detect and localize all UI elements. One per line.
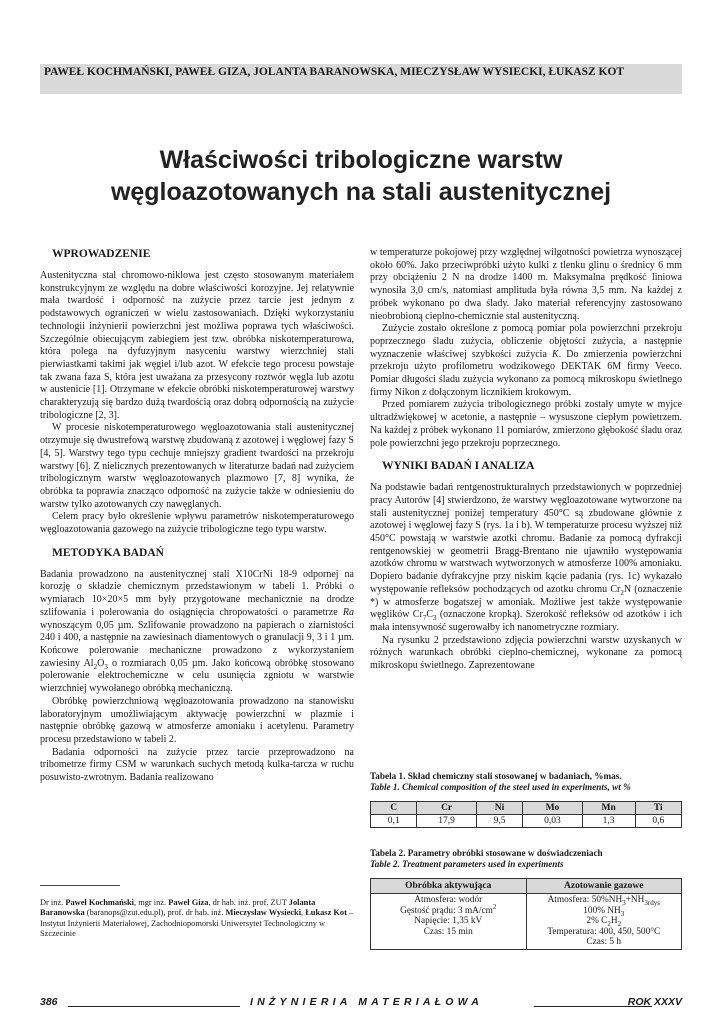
table1-header: Cr [417, 802, 476, 815]
journal-name: INŻYNIERIA MATERIAŁOWA [250, 996, 483, 1008]
table2-value-row [371, 894, 682, 950]
page-number: 386 [40, 996, 58, 1008]
table2-caption-en: Table 2. Treatment parameters used in experiments [370, 859, 564, 869]
table2-activation-cell: Atmosfera: wodór Gęstość prądu: 3 $mA/cm^2$ Napięcie: 1,35 kV Czas: 15 min [371, 894, 527, 950]
table1-cell: 0,03 [523, 815, 582, 828]
table2-caption-pl: Tabela 2. Parametry obróbki stosowane w doświadczeniach [370, 848, 603, 858]
volume-label: ROK XXXV [627, 996, 682, 1008]
heading-results: WYNIKI BADAŃ I ANALIZA [382, 460, 535, 473]
page-footer [40, 996, 682, 1010]
results-paragraph-2: Na rysunku 2 przedstawiono zdjęcia powierzchni warstw uzyskanych w różnych warunkach obróbki cieplno-chemicznej, wykonane za pomocą mikroskopu świetlnego. Zaprezentowane [370, 634, 682, 672]
left-column [40, 247, 354, 785]
table1-cell: 17,9 [417, 815, 476, 828]
table1-header: Ti [635, 802, 681, 815]
intro-paragraph-1: Austenityczna stal chromowo-niklowa jest często stosowanym materiałem konstrukcyjnym ze względu na dobre właściwości korozyjne. Jej relatywnie mała twardość i odporność na zużycie przez tarcie jest jednym z podstawowych ograniczeń w wielu zastosowaniach. Dzięki wykorzystaniu technologii inżynierii powierzchni jest możliwa poprawa tych właściwości. Szczególnie obiecującym zabiegiem jest tzw. obróbka niskotemperaturowa, która polega na dyfuzyjnym nasyceniu warstwy wierzchniej stali pierwiastkami takimi jak węgiel i/lub azot. W efekcie tego procesu powstaje tak zwana faza S, która jest uważana za przesycony roztwór węgla lub azotu w austenicie [1]. Otrzymane w efekcie obróbki niskotemperaturowej warstwy charakteryzują się bardzo dużą twardością oraz dobrą odpornością na zużycie tribologiczne [2, 3]. [40, 270, 354, 421]
table2-header-activation: Obróbka aktywująca [371, 879, 527, 894]
table1-header: Ni [476, 802, 522, 815]
table-treatment-parameters [370, 878, 682, 950]
table1-cell: 0,1 [371, 815, 417, 828]
results-paragraph-1: Na podstawie badań rentgenostrukturalnych przedstawionych w poprzedniej pracy Autorów [4] stwierdzono, że warstwy węgloazotowane wytworzone na stali austenitycznej poniżej temperatury 450°C są zbudowane głównie z azotowej i węglowej fazy S (rys. 1a i b). W temperaturze procesu wyższej niż 450°C powstają w warstwie azotki chromu. Badanie za pomocą dyfrakcji rentgenowskiej w geometrii Bragg-Brentano nie ujawniło występowania azotków chromu w warstwach wytworzonych w atmosferze 100% amoniaku. Dopiero badanie dyfrakcyjne przy niskim kącie padania (rys. 1c) wykazało występowanie refleksów pochodzących od azotku chromu $Cr_2N$ (oznaczenie *) w atmosferze bogatszej w amoniak. Możliwe jest także występowanie węglików $Cr_7C_3$ (oznaczone kropką). Szerokość refleksów od azotków i ich mała intensywność sugerowałby ich nanometryczne rozmiary. [370, 482, 683, 633]
method-paragraph-3: Badania odporności na zużycie przez tarcie przeprowadzono na tribometrze firmy CSM w warunkach suchych metodą kulka-tarcza w ruchu posuwisto-zwrotnym. Badania realizowano [40, 746, 354, 784]
footer-rule-left [68, 1006, 240, 1007]
table1-caption-pl: Tabela 1. Skład chemiczny stali stosowanej w badaniach, %mas. [370, 771, 622, 781]
heading-methodology: METODYKA BADAŃ [52, 546, 164, 559]
footnote-rule [40, 885, 120, 886]
title-line-2: węgloazotowanych na stali austenitycznej [110, 178, 612, 206]
method-paragraph-6: Przed pomiarem zużycia tribologicznego próbki zostały umyte w myjce ultradźwiękowej w acetonie, a następnie – wysuszone ciepłym powietrzem. Na każdej z próbek wykonano 11 pomiarów, zmierzono głębokość śladu oraz pole powierzchni jego przekroju poprzecznego. [370, 399, 682, 449]
table1-caption [370, 771, 682, 793]
method-paragraph-4: w temperaturze pokojowej przy względnej wilgotności powietrza wynoszącej około 60%. Jako przeciwpróbki użyto kulki z tlenku glinu o średnicy 6 mm przy obciążeniu 2 N na drodze 1400 m. Maksymalna prędkość liniowa wynosiła 3,0 cm/s, natomiast amplituda była równa 3,5 mm. Na każdej z próbek wykonano po dwa ślady. Jako materiał referencyjny zastosowano nieobrobioną cieplno-chemicznie stal austenityczną. [370, 247, 682, 322]
table2-header-nitriding: Azotowanie gazowe [526, 879, 682, 894]
table1-header: Mo [523, 802, 582, 815]
method-paragraph-1: Badania prowadzono na austenitycznej stali X10CrNi 18-9 odpornej na korozję o składzie chemicznym przedstawionym w tabeli 1. Próbki o wymiarach 10×20×5 mm były przygotowane mechanicznie na drodze szlifowania i polerowania do osiągnięcia chropowatości o parametrze Ra wynoszącym 0,05 µm. Szlifowanie prowadzono na papierach o ziarnistości 240 i 400, a następnie na zawiesinach diamentowych o granulacji 9, 3 i 1 µm. Końcowe polerowanie mechaniczne prowadzono z wykorzystaniem zawiesiny $Al_2O_3$ o rozmiarach 0,05 µm. Jako końcową obróbkę stosowano polerowanie elektrochemiczne w celu usunięcia zgniotu w warstwie wierzchniej wywołanego obróbką mechaniczną. [40, 568, 354, 695]
title-line-1: Właściwości tribologiczne warstw [159, 146, 563, 174]
method-paragraph-5: Zużycie zostało określone z pomocą pomiar pola powierzchni przekroju poprzecznego śladu zużycia, obliczenie objętości zużycia, a następnie wyznaczenie właściwej szybkości zużycia K. Do zmierzenia powierzchni przekroju użyto profilometru wodzikowego DEKTAK 6M firmy Veeco. Pomiar długości śladu zużycia wykonano za pomocą mikroskopu świetlnego firmy Nikon z dołączonym licznikiem krokowym. [370, 323, 682, 398]
table1-cell: 0,6 [635, 815, 681, 828]
authors: PAWEŁ KOCHMAŃSKI, PAWEŁ GIZA, JOLANTA BARANOWSKA, MIECZYSŁAW WYSIECKI, ŁUKASZ KOT [40, 64, 682, 94]
table1-header-row [371, 802, 682, 815]
table2-header-row [371, 879, 682, 894]
heading-introduction: WPROWADZENIE [52, 248, 151, 260]
method-paragraph-2: Obróbkę powierzchniową węgloazotowania prowadzono na stanowisku laboratoryjnym umożliwiającym aktywację powierzchni w plazmie i następnie obróbkę gazową w atmosferze amoniaku i acetylenu. Parametry procesu przedstawiono w tabeli 2. [40, 695, 354, 745]
table1-value-row [371, 815, 682, 828]
intro-paragraph-3: Celem pracy było określenie wpływu parametrów niskotemperaturowego węgloazotowania gazowego na zużycie tribologiczne tego typu warstw. [40, 511, 354, 536]
table1-cell: 9,5 [476, 815, 522, 828]
table2-nitriding-cell: Atmosfera: $50\%NH_3+NH_{3rdys}$ 100% $NH_3$ 2% $C_2H_2$ Temperatura: 400, 450, 500°C Czas: 5 h [526, 894, 682, 950]
page-title [40, 144, 682, 208]
table1-caption-en: Table 1. Chemical composition of the steel used in experiments, wt % [370, 782, 631, 792]
table1-header: Mn [582, 802, 635, 815]
table-chemical-composition [370, 801, 682, 828]
right-column [370, 247, 682, 673]
table1-cell: 1,3 [582, 815, 635, 828]
table1-header: C [371, 802, 417, 815]
author-footnote: Dr inż. Paweł Kochmański, mgr inż. Paweł Giza, dr hab. inż. prof. ZUT Jolanta Baranowska (baranops@zut.edu.pl), prof. dr hab. inż. Mieczysław Wysiecki, Łukasz Kot – Instytut Inżynierii Materiałowej, Zachodniopomorski Uniwersytet Technologiczny w Szczecinie [40, 898, 354, 939]
table2-caption [370, 848, 682, 870]
intro-paragraph-2: W procesie niskotemperaturowego węgloazotowania stali austenitycznej otrzymuje się dwustrefową warstwę zbudowaną z azotowej i węglowej fazy S [4, 5]. Warstwy tego typu cechuje mniejszy gradient twardości na przekroju warstwy [6]. Z nielicznych prezentowanych w literaturze badań nad zużyciem tribologicznym warstw węgloazotowanych plazmowo [7, 8] wynika, że obróbka ta poprawia znacząco odporność na zużycie także w odniesieniu do warstw tylko azotowanych czy nawęglanych. [40, 422, 354, 510]
